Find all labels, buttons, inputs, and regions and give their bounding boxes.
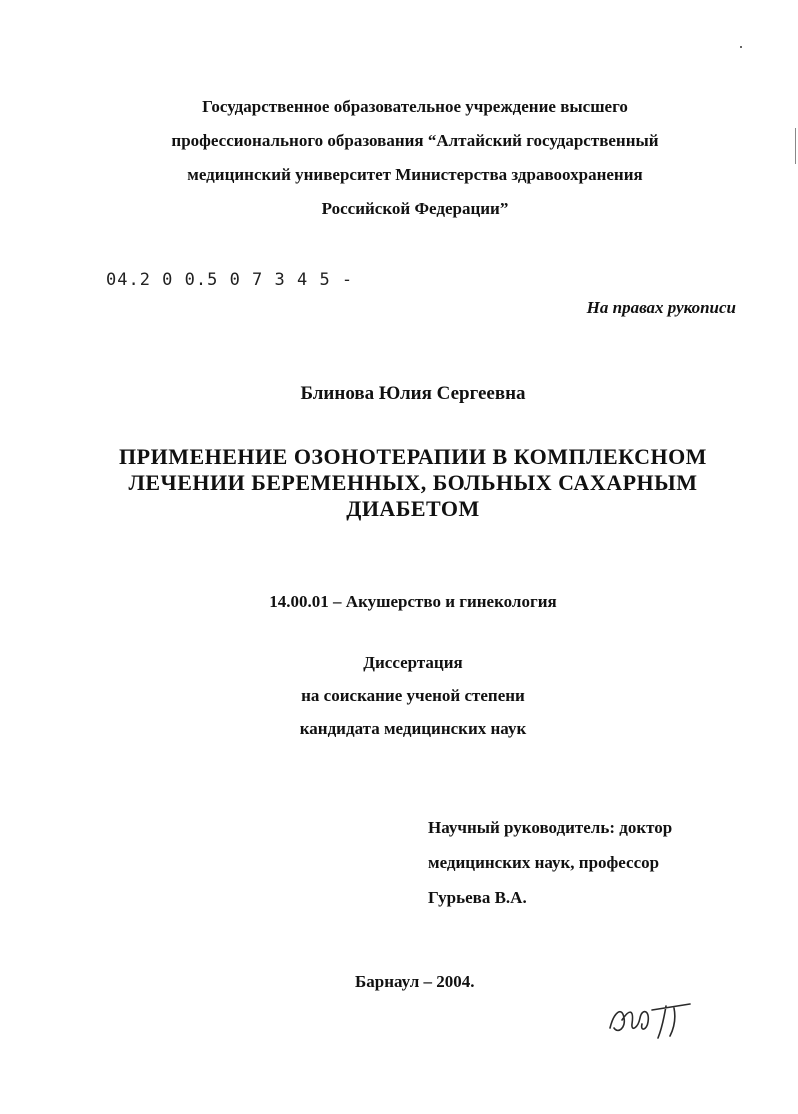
supervisor-line: медицинских наук, профессор: [428, 853, 660, 872]
specialty-code: 14.00.01 – Акушерство и гинекология: [269, 592, 557, 611]
institution-line: Российской Федерации”: [321, 199, 509, 218]
supervisor-line: Научный руководитель: доктор: [428, 818, 673, 837]
supervisor-block: [428, 810, 672, 915]
supervisor-line: Гурьева В.А.: [428, 888, 527, 907]
institution-line: профессионального образования “Алтайский государственный: [171, 131, 659, 150]
degree-line: на соискание ученой степени: [301, 686, 525, 705]
title-line: ПРИМЕНЕНИЕ ОЗОНОТЕРАПИИ В КОМПЛЕКСНОМ: [119, 444, 707, 469]
degree-line: кандидата медицинских наук: [299, 719, 527, 738]
dissertation-title: [90, 444, 736, 522]
title-line: ДИАБЕТОМ: [346, 496, 480, 521]
place-and-year: Барнаул – 2004.: [355, 972, 475, 991]
handwritten-signature-icon: [604, 998, 694, 1045]
degree-statement: [0, 646, 798, 745]
registration-number: 04.2 0 0.5 0 7 3 4 5 -: [106, 270, 354, 290]
institution-line: медицинский университет Министерства здравоохранения: [187, 165, 643, 184]
institution-header: [100, 90, 730, 226]
scan-edge-mark: [795, 128, 796, 164]
institution-line: Государственное образовательное учреждение высшего: [202, 97, 628, 116]
author-name: Блинова Юлия Сергеевна: [300, 383, 526, 404]
degree-line: Диссертация: [363, 653, 463, 672]
title-line: ЛЕЧЕНИИ БЕРЕМЕННЫХ, БОЛЬНЫХ САХАРНЫМ: [128, 470, 698, 495]
scan-dot-mark: [740, 46, 742, 48]
manuscript-note: На правах рукописи: [586, 298, 736, 317]
